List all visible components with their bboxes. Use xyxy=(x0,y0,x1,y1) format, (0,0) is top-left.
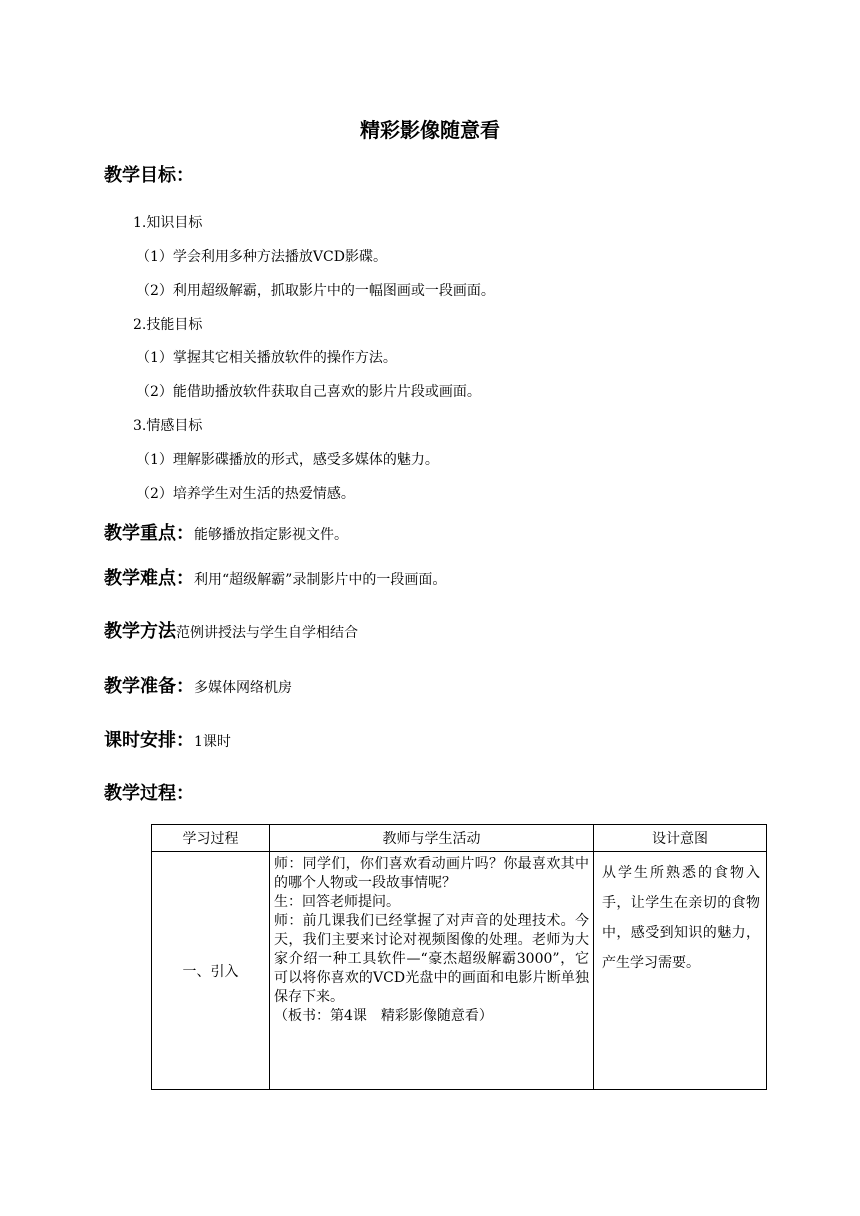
intent-cell: 从学生所熟悉的食物入手，让学生在亲切的食物中，感受到知识的魅力，产生学习需要。 xyxy=(594,852,767,1090)
preparation xyxy=(104,675,292,700)
objective-line: （1）掌握其它相关播放软件的操作方法。 xyxy=(136,350,397,366)
table-header-row xyxy=(152,825,767,852)
process-heading: 教学过程： xyxy=(104,783,194,804)
activity-paragraph: 师：同学们，你们喜欢看动画片吗？你最喜欢其中的哪个人物或一段故事情呢？ xyxy=(274,856,589,891)
difficulty-value: 利用“超级解霸”录制影片中的一段画面。 xyxy=(194,572,447,588)
column-header: 教师与学生活动 xyxy=(270,825,594,852)
key-point xyxy=(104,522,348,547)
document-title: 精彩影像随意看 xyxy=(360,118,500,142)
activity-cell xyxy=(270,852,594,1090)
method-label: 教学方法 xyxy=(104,621,176,642)
objective-line: 2.技能目标 xyxy=(133,317,203,333)
difficulty-label: 教学难点： xyxy=(104,568,194,589)
column-header: 学习过程 xyxy=(152,825,270,852)
schedule-label: 课时安排： xyxy=(104,730,194,751)
preparation-label: 教学准备： xyxy=(104,676,194,697)
activity-paragraph: （板书：第4课 精彩影像随意看） xyxy=(274,1008,493,1024)
objective-line: 3.情感目标 xyxy=(133,418,203,434)
column-header: 设计意图 xyxy=(594,825,767,852)
activity-paragraph: 师：前几课我们已经掌握了对声音的处理技术。今天，我们主要来讨论对视频图像的处理。老师为大家介绍一种工具软件—“豪杰超级解霸3000”，它可以将你喜欢的VCD光盘中的画面和电影片断单独保存下来。 xyxy=(274,913,589,1005)
preparation-value: 多媒体网络机房 xyxy=(194,680,292,696)
method-value: 范例讲授法与学生自学相结合 xyxy=(176,625,358,641)
key-point-label: 教学重点： xyxy=(104,523,194,544)
schedule xyxy=(104,729,231,754)
objective-line: 1.知识目标 xyxy=(133,215,203,231)
method xyxy=(104,620,358,645)
objectives-heading: 教学目标： xyxy=(104,165,194,186)
schedule-value: 1课时 xyxy=(194,734,231,750)
key-point-value: 能够播放指定影视文件。 xyxy=(194,527,348,543)
process-table xyxy=(151,824,767,1090)
objective-line: （1）理解影碟播放的形式，感受多媒体的魅力。 xyxy=(136,452,439,468)
objective-line: （1）学会利用多种方法播放VCD影碟。 xyxy=(136,249,387,265)
objective-line: （2）利用超级解霸，抓取影片中的一幅图画或一段画面。 xyxy=(136,283,495,299)
objective-line: （2）培养学生对生活的热爱情感。 xyxy=(136,486,355,502)
activity-paragraph: 生：回答老师提问。 xyxy=(274,894,400,910)
difficulty xyxy=(104,567,446,592)
table-row xyxy=(152,852,767,1090)
objective-line: （2）能借助播放软件获取自己喜欢的影片片段或画面。 xyxy=(136,384,481,400)
stage-cell: 一、引入 xyxy=(152,852,270,1090)
